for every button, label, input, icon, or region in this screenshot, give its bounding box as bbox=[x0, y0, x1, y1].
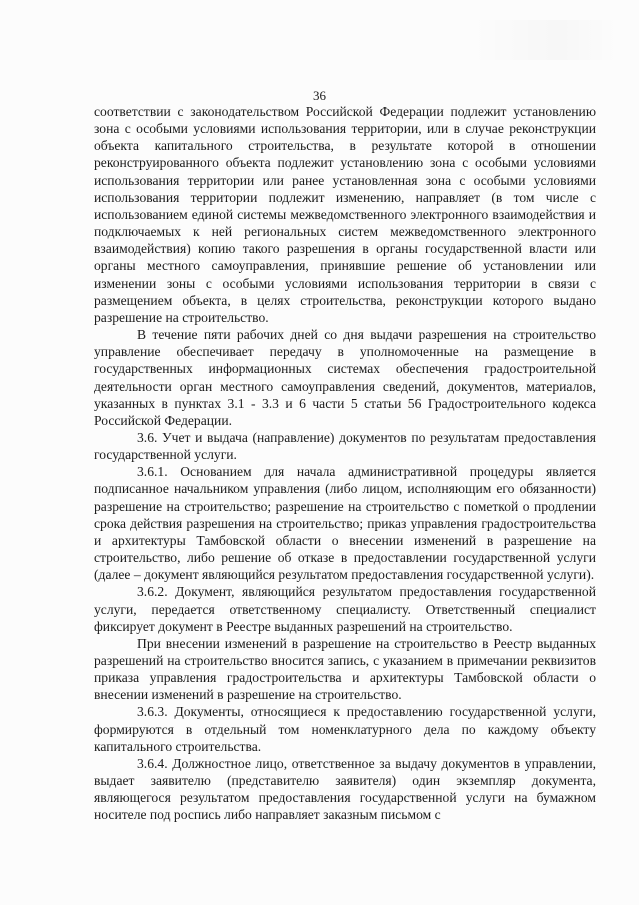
page-number: 36 bbox=[313, 88, 326, 103]
paragraph-3-6-3: 3.6.3. Документы, относящиеся к предоставлению государственной услуги, формируются в отдельный том номенклатурного дела по каждому объекту капитального строительства. bbox=[94, 704, 596, 754]
paragraph-3-6-2: 3.6.2. Документ, являющийся результатом предоставления государственной услуги, передается ответственному специалисту. Ответственный специалист фиксирует документ в Реестре выданных разрешений на строительство. bbox=[94, 584, 596, 634]
section-heading-3-6: 3.6. Учет и выдача (направление) документов по результатам предоставления государственной услуги. bbox=[94, 429, 596, 463]
paragraph-registry-changes: При внесении изменений в разрешение на строительство в Реестр выданных разрешений на строительство вносится запись, с указанием в примечании реквизитов приказа управления градостроительства и архитектуры Тамбовской области о внесении изменений в разрешение на строительство. bbox=[94, 635, 596, 703]
paragraph-continuation: соответствии с законодательством Российской Федерации подлежит установлению зона с особыми условиями использования территории, или в случае реконструкции объекта капитального строительства, в результате которой в отношении реконструированного объекта подлежит установлению зона с особыми условиями использования территории или ранее установленная зона с особыми условиями использования территории подлежит изменению, направляет (в том числе с использованием единой системы межведомственного электронного взаимодействия и подключаемых к ней региональных систем межведомственного электронного взаимодействия) копию такого разрешения в органы государственной власти или органы местного самоуправления, принявшие решение об установлении или изменении зоны с особыми условиями использования территории в связи с размещением объекта, в целях строительства, реконструкции которого выдано разрешение на строительство. bbox=[94, 104, 596, 325]
paragraph-3-6-1: 3.6.1. Основанием для начала административной процедуры является подписанное начальником управления (либо лицом, исполняющим его обязанности) разрешение на строительство; разрешение на строительство с пометкой о продлении срока действия разрешения на строительство; приказ управления градостроительства и архитектуры Тамбовской области о внесении изменений в разрешение на строительство, либо решение об отказе в предоставлении государственной услуги (далее – документ являющийся результатом предоставления государственной услуги). bbox=[94, 464, 596, 583]
scan-shadow bbox=[469, 20, 619, 60]
paragraph-3-6-4: 3.6.4. Должностное лицо, ответственное за выдачу документов в управлении, выдает заявителю (представителю заявителя) один экземпляр документа, являющегося результатом предоставления государственной услуги на бумажном носителе под роспись либо направляет заказным письмом с bbox=[94, 755, 596, 823]
document-body bbox=[94, 103, 596, 824]
paragraph-transfer-info: В течение пяти рабочих дней со дня выдачи разрешения на строительство управление обеспечивает передачу в уполномоченные на размещение в государственных информационных системах обеспечения градостроительной деятельности орган местного самоуправления сведений, документов, материалов, указанных в пунктах 3.1 - 3.3 и 6 части 5 статьи 56 Градостроительного кодекса Российской Федерации. bbox=[94, 327, 596, 428]
